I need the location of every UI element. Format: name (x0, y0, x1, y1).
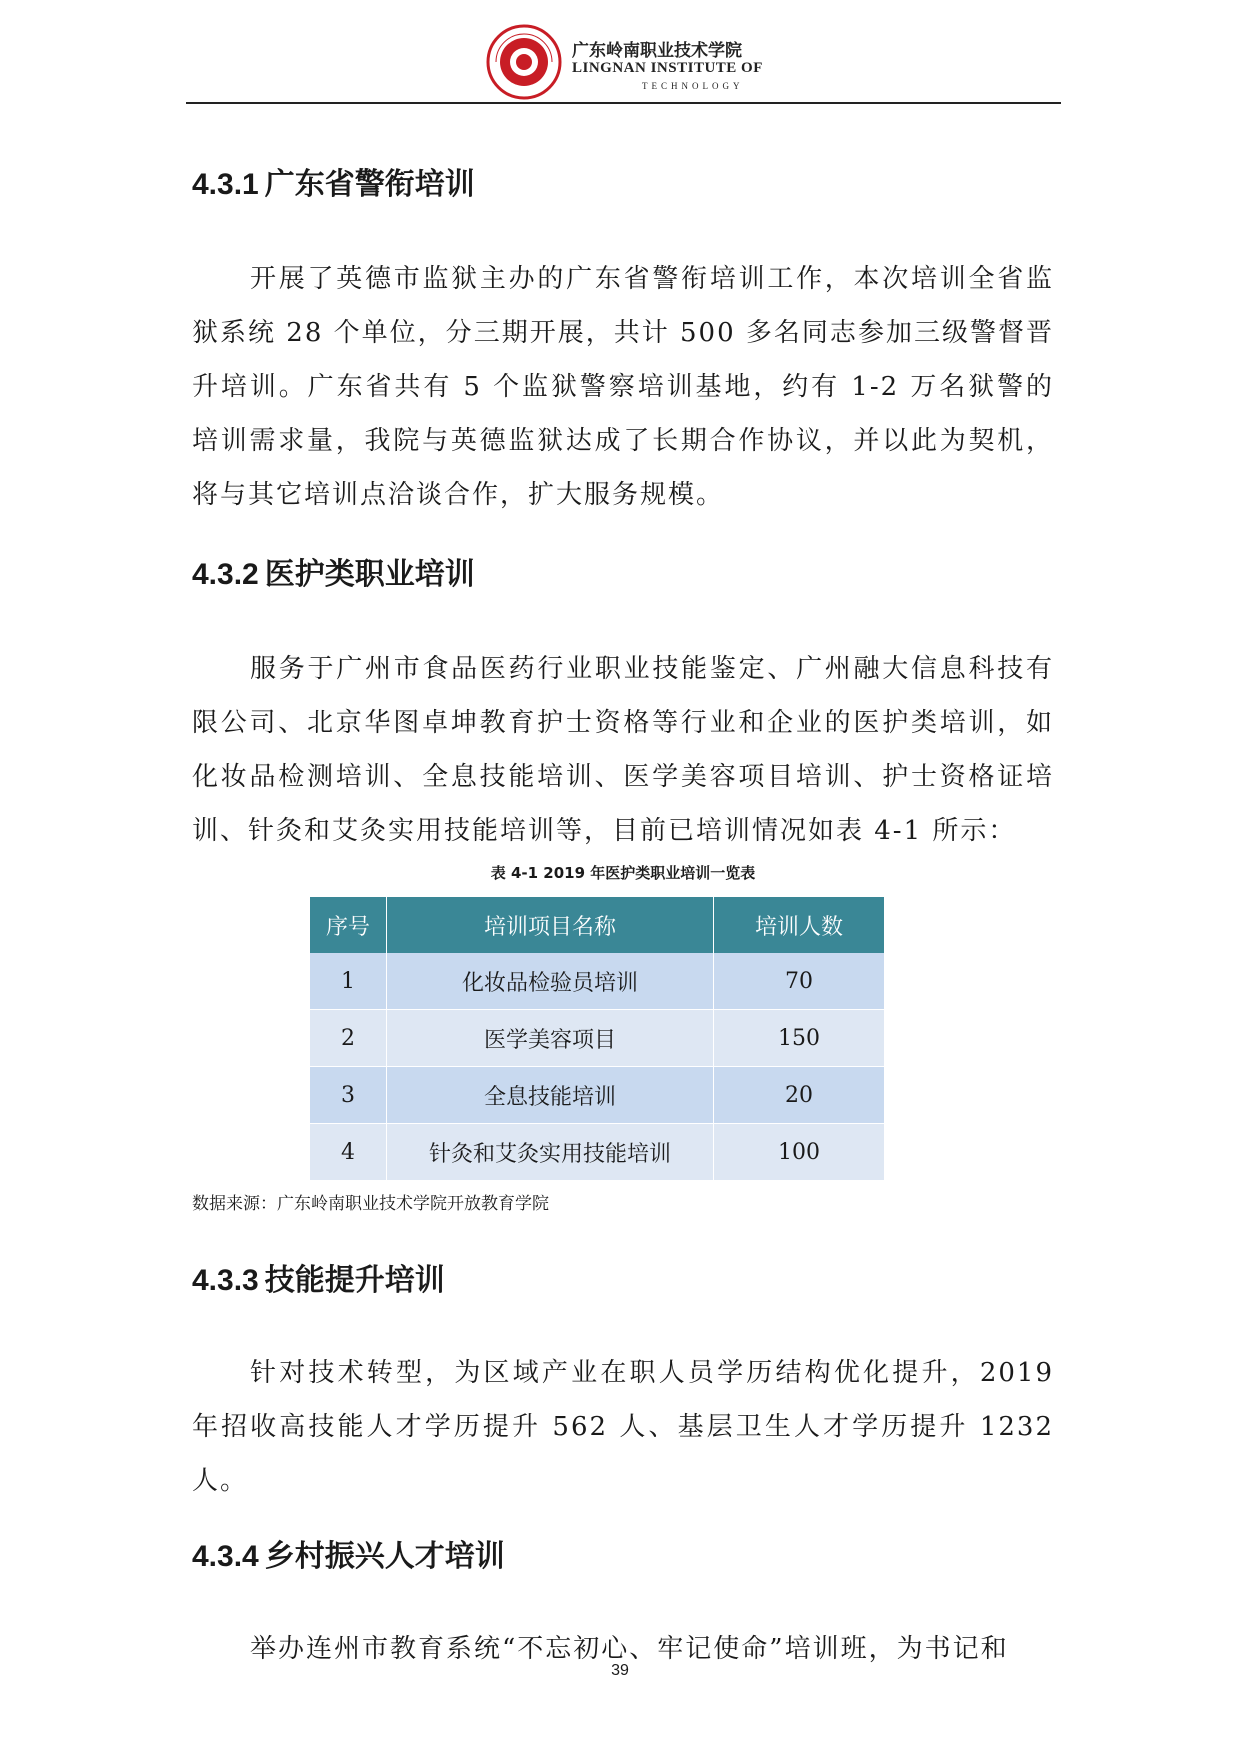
col-header-count: 培训人数 (714, 897, 885, 953)
cell-index: 4 (310, 1124, 387, 1181)
section-number: 4.3.1 (192, 168, 259, 201)
table-caption: 表 4-1 2019 年医护类职业培训一览表 (490, 864, 756, 882)
cell-project: 针灸和艾灸实用技能培训 (387, 1124, 714, 1181)
cell-project: 医学美容项目 (387, 1010, 714, 1067)
cell-index: 1 (310, 953, 387, 1010)
institute-logo (486, 24, 562, 100)
section-paragraph: 服务于广州市食品医药行业职业技能鉴定、广州融大信息科技有限公司、北京华图卓坤教育护士资格等行业和企业的医护类培训，如化妆品检测培训、全息技能培训、医学美容项目培训、护士资格证培训、针灸和艾灸实用技能培训等，目前已培训情况如表 4-1 所示： (192, 654, 1054, 846)
cell-project: 全息技能培训 (387, 1067, 714, 1124)
section-number: 4.3.3 (192, 1264, 259, 1297)
section-number: 4.3.4 (192, 1540, 259, 1573)
table-source: 数据来源：广东岭南职业技术学院开放教育学院 (192, 1194, 549, 1214)
training-table (310, 897, 885, 1181)
section-paragraph: 举办连州市教育系统“不忘初心、牢记使命”培训班，为书记和 (250, 1634, 1009, 1664)
cell-count: 100 (714, 1124, 885, 1181)
section-paragraph: 开展了英德市监狱主办的广东省警衔培训工作，本次培训全省监狱系统 28 个单位，分三期开展，共计 500 多名同志参加三级警督晋升培训。广东省共有 5 个监狱警察培训基地，约有 1-2 万名狱警的培训需求量，我院与英德监狱达成了长期合作协议，并以此为契机，将与其它培训点洽谈合作，扩大服务规模。 (192, 264, 1054, 510)
cell-index: 2 (310, 1010, 387, 1067)
section-title: 广东省警衔培训 (264, 167, 475, 202)
cell-count: 150 (714, 1010, 885, 1067)
table-row (310, 1067, 885, 1124)
page-header (186, 20, 1061, 104)
cell-index: 3 (310, 1067, 387, 1124)
section-number: 4.3.2 (192, 558, 259, 591)
section-title: 技能提升培训 (264, 1263, 445, 1298)
section-title: 乡村振兴人才培训 (264, 1539, 505, 1574)
cell-project: 化妆品检验员培训 (387, 953, 714, 1010)
section-heading (192, 557, 1054, 592)
institute-name-en: LINGNAN INSTITUTE OF (572, 60, 763, 76)
cell-count: 20 (714, 1067, 885, 1124)
col-header-index: 序号 (310, 897, 387, 953)
table-header-row (310, 897, 885, 953)
table-row (310, 953, 885, 1010)
table-row (310, 1124, 885, 1181)
page-number: 39 (611, 1662, 629, 1679)
table-row (310, 1010, 885, 1067)
col-header-project: 培训项目名称 (387, 897, 714, 953)
document-body (192, 150, 1054, 1676)
section-heading (192, 1263, 1054, 1298)
section-heading (192, 167, 1054, 202)
cell-count: 70 (714, 953, 885, 1010)
section-title: 医护类职业培训 (264, 557, 475, 592)
section-paragraph: 针对技术转型，为区域产业在职人员学历结构优化提升，2019 年招收高技能人才学历提升 562 人、基层卫生人才学历提升 1232 人。 (192, 1358, 1054, 1496)
section-heading (192, 1539, 1054, 1574)
institute-name-cn: 广东岭南职业技术学院 (572, 41, 742, 61)
institute-name-en-line2: TECHNOLOGY (642, 81, 744, 91)
